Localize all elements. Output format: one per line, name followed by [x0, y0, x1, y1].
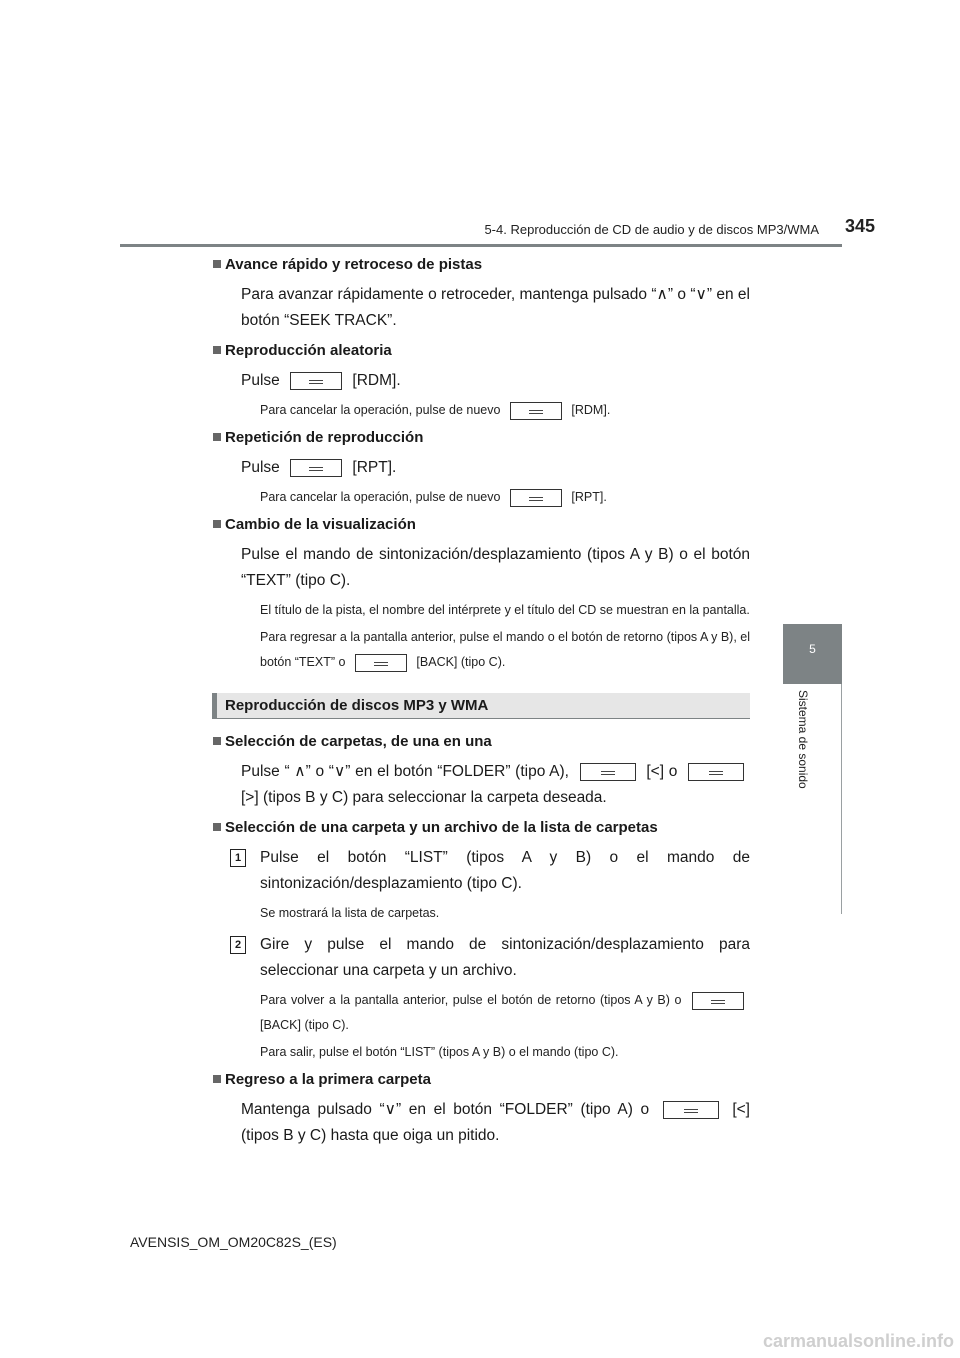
preset-button-icon [290, 372, 342, 390]
text-folder-select: Pulse “ ∧” o “∨” en el botón “FOLDER” (tipo A), [<] o [>] (tipos B y C) para seleccionar la carpeta deseada. [241, 759, 750, 811]
chapter-tab [783, 624, 842, 684]
heading-random: Reproducción aleatoria [225, 342, 750, 359]
text-random: Pulse [RDM]. [241, 372, 401, 389]
step-number: 2 [230, 936, 246, 954]
heading-repeat: Repetición de reproducción [225, 429, 750, 446]
chapter-side-label: Sistema de sonido [796, 690, 810, 789]
header-divider [120, 244, 842, 247]
note-display-2: Para regresar a la pantalla anterior, pulse el mando o el botón de retorno (tipos A y B), el botón “TEXT” o [BACK] (tipo C). [260, 625, 750, 675]
note-step-2a: Para volver a la pantalla anterior, pulse el botón de retorno (tipos A y B) o [BACK] (tipo C). [260, 988, 750, 1038]
heading-folder-select: Selección de carpetas, de una en una [225, 733, 750, 750]
heading-first-folder: Regreso a la primera carpeta [225, 1071, 750, 1088]
note-random: Para cancelar la operación, pulse de nuevo [RDM]. [260, 398, 750, 423]
step-2: 2 Gire y pulse el mando de sintonización/desplazamiento para seleccionar una carpeta y un archivo. [260, 932, 750, 984]
watermark: carmanualsonline.info [762, 1331, 954, 1351]
header-section-title: 5-4. Reproducción de CD de audio y de discos MP3/WMA [484, 222, 819, 237]
preset-button-icon [688, 763, 744, 781]
heading-folder-list: Selección de una carpeta y un archivo de la lista de carpetas [225, 819, 750, 836]
note-step-2b: Para salir, pulse el botón “LIST” (tipos A y B) o el mando (tipo C). [260, 1045, 619, 1059]
step-1: 1 Pulse el botón “LIST” (tipos A y B) o el mando de sintonización/desplazamiento (tipo C). [260, 845, 750, 897]
heading-display: Cambio de la visualización [225, 516, 750, 533]
text-first-folder: Mantenga pulsado “∨” en el botón “FOLDER” (tipo A) o [<] (tipos B y C) hasta que oiga un pitido. [241, 1101, 750, 1144]
preset-button-icon [692, 992, 744, 1010]
chapter-tab-number: 5 [809, 642, 816, 656]
preset-button-icon [510, 402, 562, 420]
preset-button-icon [355, 654, 407, 672]
text-repeat: Pulse [RPT]. [241, 459, 397, 476]
note-display-1: El título de la pista, el nombre del intérprete y el título del CD se muestran en la pantalla. [260, 603, 750, 617]
heading-fast-forward: Avance rápido y retroceso de pistas [225, 256, 750, 273]
document-code: AVENSIS_OM_OM20C82S_(ES) [130, 1234, 337, 1250]
text-display: Pulse el mando de sintonización/desplazamiento (tipos A y B) o el botón “TEXT” (tipo C). [241, 546, 750, 589]
note-step-1: Se mostrará la lista de carpetas. [260, 906, 440, 920]
section-heading-mp3: Reproducción de discos MP3 y WMA [212, 693, 750, 719]
preset-button-icon [580, 763, 636, 781]
page-header [120, 0, 840, 246]
text-fast-forward: Para avanzar rápidamente o retroceder, mantenga pulsado “∧” o “∨” en el botón “SEEK TRACK”. [241, 286, 750, 329]
page-content [225, 252, 750, 1157]
page-number: 345 [844, 216, 875, 236]
preset-button-icon [290, 459, 342, 477]
preset-button-icon [510, 489, 562, 507]
preset-button-icon [663, 1101, 719, 1119]
step-number: 1 [230, 849, 246, 867]
side-divider [841, 684, 842, 914]
note-repeat: Para cancelar la operación, pulse de nuevo [RPT]. [260, 485, 750, 510]
